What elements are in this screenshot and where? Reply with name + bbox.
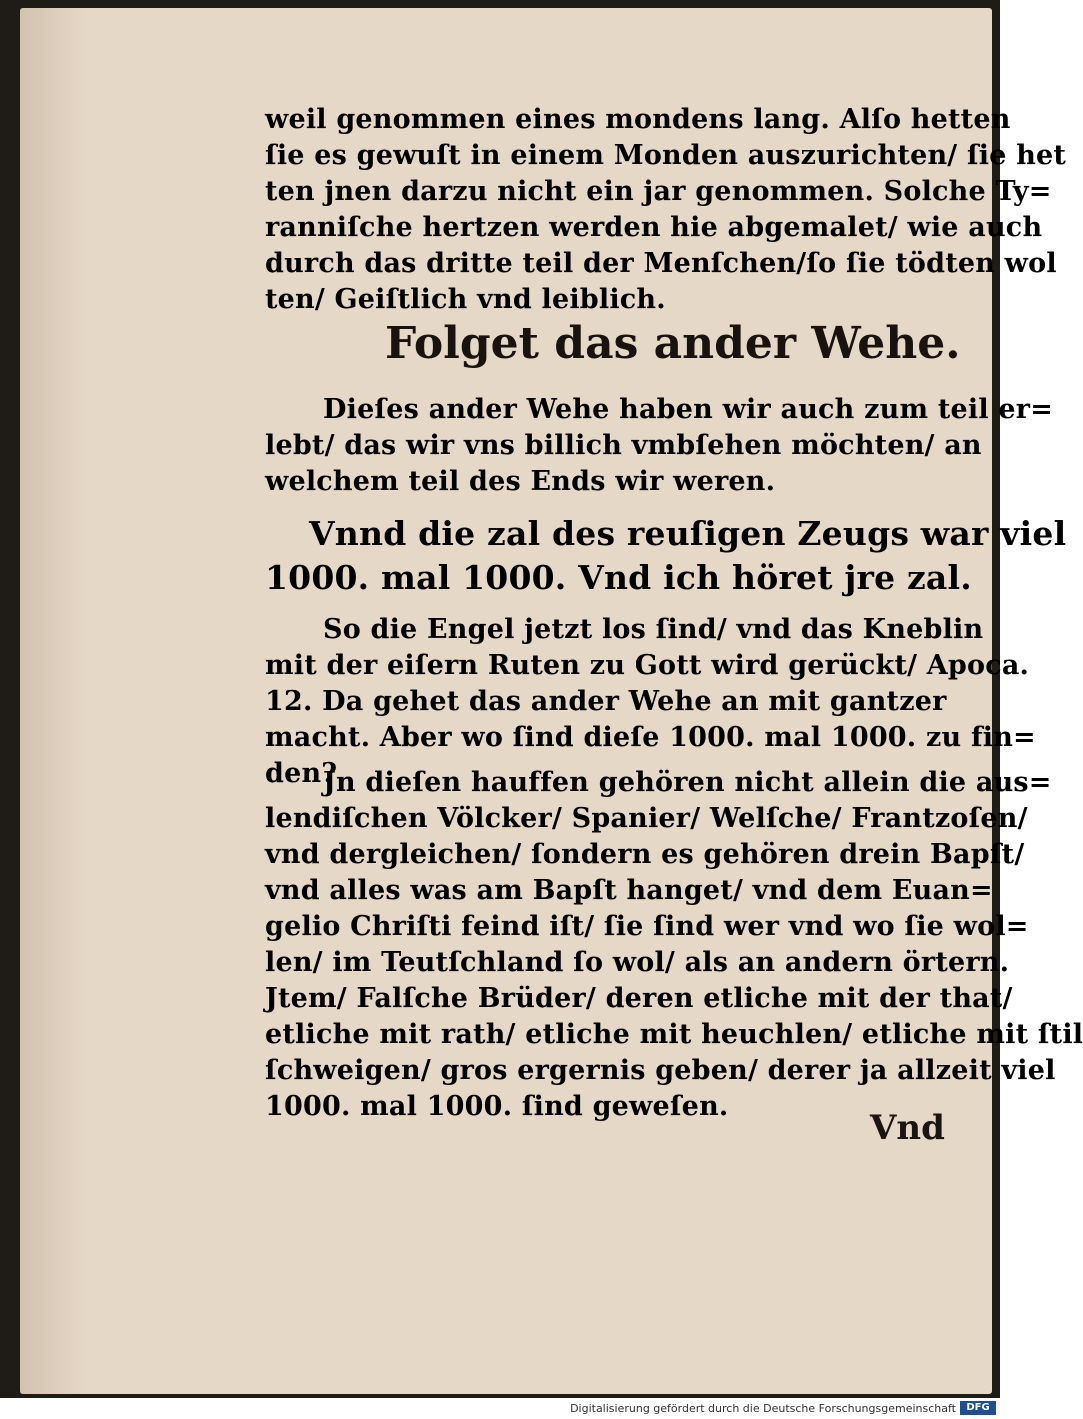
text-line: mit der eiſern Ruten zu Gott wird gerückt/ Apoca. <box>265 650 1030 681</box>
text-line: vnd dergleichen/ ſondern es gehören drein Bapſt/ <box>265 839 1025 870</box>
text-line: ſchweigen/ gros ergernis geben/ derer ja allzeit viel <box>265 1055 1056 1086</box>
text-line: ranniſche hertzen werden hie abgemalet/ wie auch <box>265 212 1043 243</box>
paragraph-intro <box>265 392 1054 500</box>
text-line: ſie es gewuſt in einem Monden auszurichten/ ſie het <box>265 140 1067 171</box>
text-line: den? <box>265 758 338 789</box>
text-line: vnd alles was am Bapſt hanget/ vnd dem Euan= <box>265 875 993 906</box>
text-line: Jn dieſen hauffen gehören nicht allein die aus= <box>323 767 1052 798</box>
text-line: 12. Da gehet das ander Wehe an mit gantzer <box>265 686 947 717</box>
scripture-verse <box>265 512 1067 600</box>
text-line: len/ im Teutſchland ſo wol/ als an andern örtern. <box>265 947 1010 978</box>
section-heading: Folget das ander Wehe. <box>385 318 961 369</box>
text-line: So die Engel jetzt los ſind/ vnd das Kneblin <box>323 614 984 645</box>
text-line: 1000. mal 1000. ſind geweſen. <box>265 1091 729 1122</box>
paragraph-continuation <box>265 102 1067 318</box>
funding-notice: Digitalisierung gefördert durch die Deutsche Forschungsgemeinschaft <box>570 1402 956 1415</box>
text-line: macht. Aber wo ſind dieſe 1000. mal 1000. zu fin= <box>265 722 1036 753</box>
verse-line: Vnnd die zal des reuſigen Zeugs war viel <box>309 514 1067 553</box>
text-line: welchem teil des Ends wir weren. <box>265 466 776 497</box>
text-line: ten jnen darzu nicht ein jar genommen. Solche Ty= <box>265 176 1052 207</box>
text-line: ten/ Geiſtlich vnd leiblich. <box>265 284 666 315</box>
page-gutter-shadow <box>20 8 90 1394</box>
paragraph-commentary-2 <box>265 765 1083 1125</box>
text-line: lebt/ das wir vns billich vmbſehen möchten/ an <box>265 430 982 461</box>
catchword: Vnd <box>870 1108 945 1148</box>
text-line: Dieſes ander Wehe haben wir auch zum teil er= <box>323 394 1054 425</box>
text-line: Jtem/ Falſche Brüder/ deren etliche mit der that/ <box>265 983 1013 1014</box>
verse-line: 1000. mal 1000. Vnd ich höret jre zal. <box>265 558 972 597</box>
text-line: etliche mit rath/ etliche mit heuchlen/ etliche mit ſtil <box>265 1019 1083 1050</box>
text-line: durch das dritte teil der Menſchen/ſo ſie tödten wol <box>265 248 1057 279</box>
text-line: gelio Chriſti feind iſt/ ſie ſind wer vnd wo ſie wol= <box>265 911 1029 942</box>
text-line: weil genommen eines mondens lang. Alſo hetten <box>265 104 1011 135</box>
dfg-logo: DFG <box>960 1401 996 1415</box>
footer-bar <box>0 1398 1000 1419</box>
text-line: lendiſchen Völcker/ Spanier/ Welſche/ Frantzoſen/ <box>265 803 1028 834</box>
